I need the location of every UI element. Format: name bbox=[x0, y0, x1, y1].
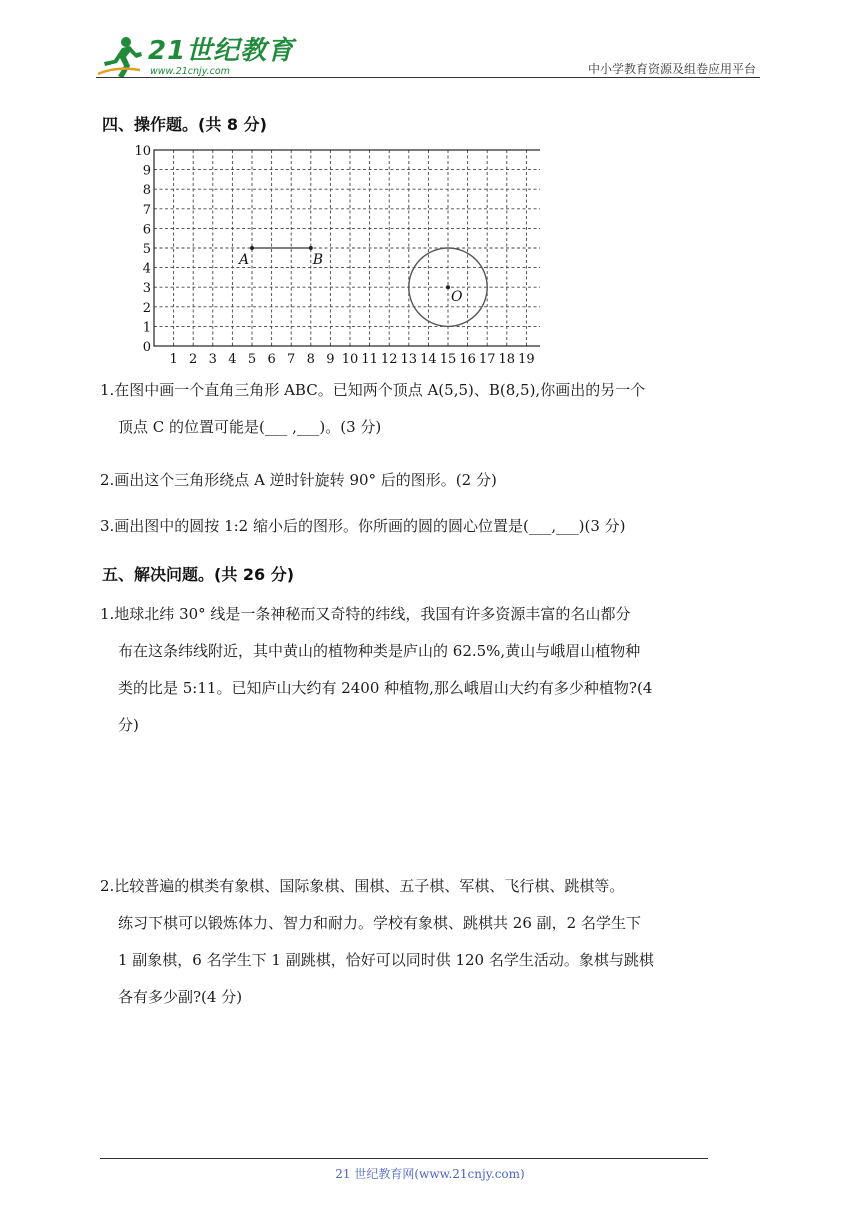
point-a bbox=[250, 246, 254, 250]
footer-divider bbox=[100, 1158, 708, 1159]
x-tick-label: 2 bbox=[189, 352, 198, 367]
x-tick-label: 11 bbox=[361, 352, 378, 367]
y-tick-label: 9 bbox=[142, 163, 151, 179]
x-tick-label: 6 bbox=[267, 352, 276, 367]
center-label: O bbox=[451, 289, 463, 306]
p2-line: 2.比较普遍的棋类有象棋、国际象棋、围棋、五子棋、军棋、飞行棋、跳棋等。 bbox=[100, 877, 625, 895]
y-tick-label: 3 bbox=[142, 281, 151, 297]
point-a-label: A bbox=[239, 252, 250, 268]
x-tick-label: 13 bbox=[400, 352, 418, 367]
x-tick-label: 8 bbox=[306, 352, 315, 367]
x-tick-label: 1 bbox=[169, 352, 178, 367]
p2-line: 各有多少副?(4 分) bbox=[118, 988, 243, 1006]
footer-text: 21 世纪教育网(www.21cnjy.com) bbox=[335, 1167, 525, 1181]
y-tick-label: 6 bbox=[142, 222, 151, 238]
header-platform-name: 中小学教育资源及组卷应用平台 bbox=[587, 62, 756, 76]
y-tick-label: 8 bbox=[142, 183, 151, 199]
y-tick-label: 5 bbox=[142, 242, 151, 257]
x-tick-label: 14 bbox=[420, 352, 437, 367]
question-4-2: 2.画出这个三角形绕点 A 逆时针旋转 90° 后的图形。(2 分) bbox=[100, 471, 497, 489]
q1-line1: 1.在图中画一个直角三角形 ABC。已知两个顶点 A(5,5)、B(8,5),你画出的另一个 bbox=[100, 381, 646, 399]
section4-title: 四、操作题。(共 8 分) bbox=[102, 115, 267, 134]
section5-title: 五、解决问题。(共 26 分) bbox=[102, 565, 295, 584]
y-tick-label: 0 bbox=[142, 340, 151, 355]
question-5-2 bbox=[100, 868, 780, 1016]
center-point bbox=[446, 285, 450, 289]
x-tick-label: 9 bbox=[326, 352, 335, 367]
x-tick-label: 17 bbox=[478, 352, 496, 367]
logo bbox=[96, 36, 295, 80]
p2-line: 1 副象棋，6 名学生下 1 副跳棋，恰好可以同时供 120 名学生活动。象棋与跳棋 bbox=[118, 951, 654, 969]
x-tick-label: 18 bbox=[498, 352, 516, 367]
y-tick-label: 2 bbox=[142, 300, 151, 316]
page-header bbox=[0, 0, 860, 80]
p1-line: 布在这条纬线附近，其中黄山的植物种类是庐山的 62.5%,黄山与峨眉山植物种 bbox=[118, 642, 641, 660]
q1-line2: 顶点 C 的位置可能是(___ ,___)。(3 分) bbox=[118, 418, 382, 436]
logo-url: www.21cnjy.com bbox=[150, 66, 230, 77]
runner-logo-icon bbox=[96, 36, 148, 80]
question-5-1 bbox=[100, 596, 780, 744]
point-b bbox=[309, 246, 313, 250]
y-tick-label: 1 bbox=[142, 320, 151, 336]
point-b-label: B bbox=[312, 252, 324, 268]
grid-svg bbox=[120, 140, 540, 370]
x-tick-label: 10 bbox=[341, 352, 359, 367]
x-tick-label: 12 bbox=[380, 352, 398, 367]
coordinate-grid bbox=[120, 140, 540, 370]
question-4-3: 3.画出图中的圆按 1:2 缩小后的图形。你所画的圆的圆心位置是(___,___)(3 分) bbox=[100, 517, 626, 535]
y-tick-label: 10 bbox=[134, 144, 151, 159]
header-divider bbox=[96, 77, 760, 78]
x-tick-label: 15 bbox=[439, 352, 457, 367]
logo-text: 21世纪教育 bbox=[148, 36, 295, 66]
p1-line: 1.地球北纬 30° 线是一条神秘而又奇特的纬线，我国有许多资源丰富的名山都分 bbox=[100, 605, 631, 623]
p2-line: 练习下棋可以锻炼体力、智力和耐力。学校有象棋、跳棋共 26 副，2 名学生下 bbox=[118, 914, 641, 932]
x-tick-label: 19 bbox=[518, 352, 535, 367]
x-tick-label: 5 bbox=[247, 352, 257, 367]
x-tick-label: 4 bbox=[228, 352, 237, 367]
question-4-1 bbox=[100, 372, 780, 446]
y-tick-label: 7 bbox=[142, 202, 151, 218]
x-tick-label: 3 bbox=[208, 352, 217, 367]
x-tick-label: 16 bbox=[459, 352, 476, 367]
p1-line: 分) bbox=[118, 716, 139, 734]
p1-line: 类的比是 5:11。已知庐山大约有 2400 种植物,那么峨眉山大约有多少种植物?(4 bbox=[118, 679, 653, 697]
y-tick-label: 4 bbox=[142, 261, 151, 277]
x-tick-label: 7 bbox=[287, 352, 296, 367]
